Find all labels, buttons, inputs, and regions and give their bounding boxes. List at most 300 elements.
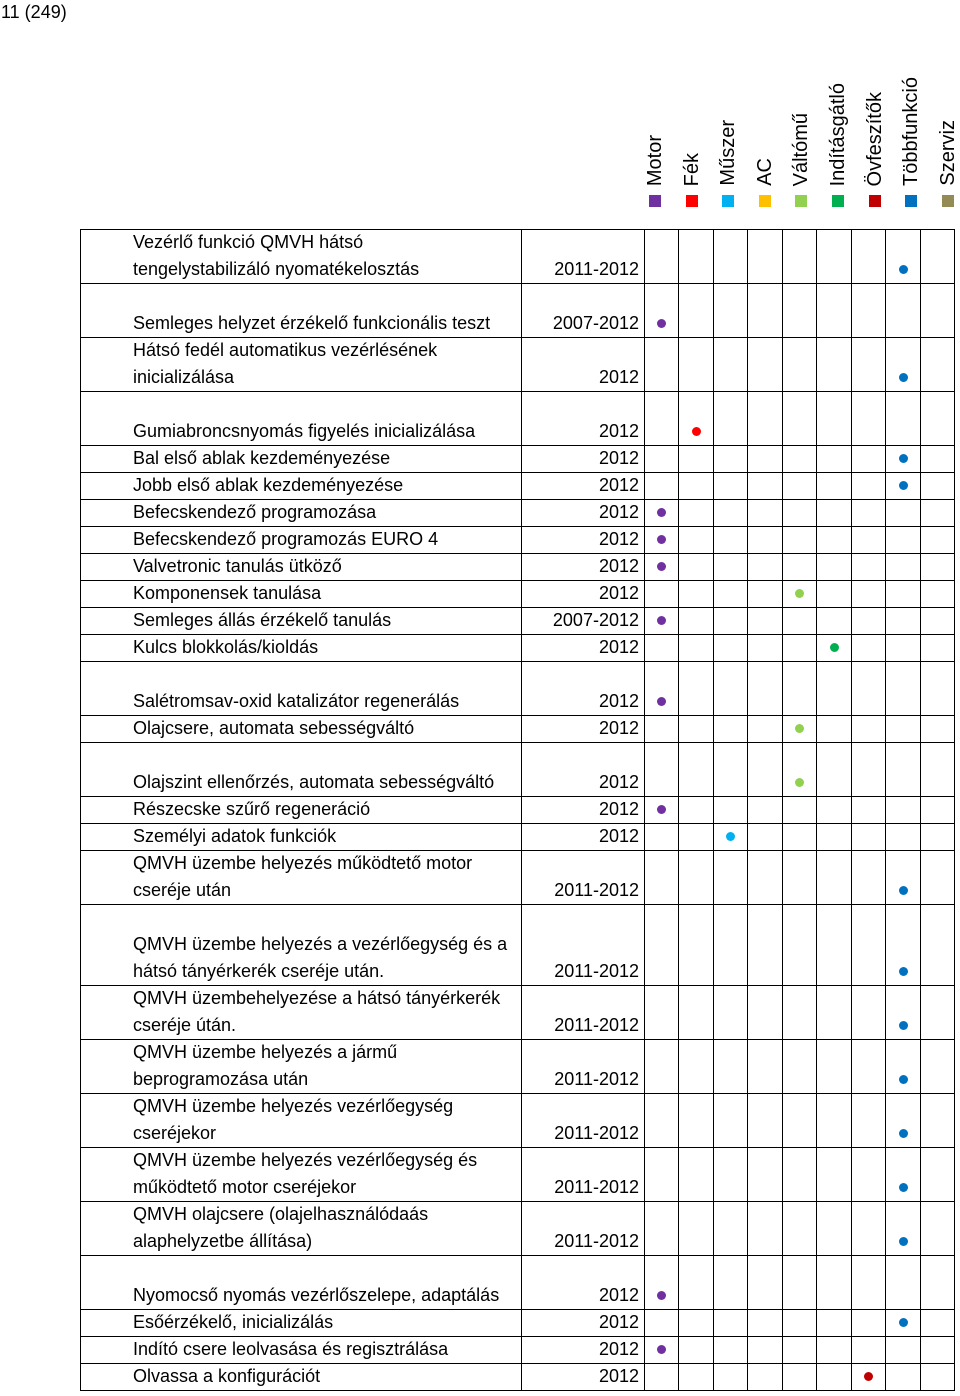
category-cell-tobbfunkcio	[886, 797, 921, 824]
row-description	[81, 1256, 522, 1310]
category-cell-ac	[748, 986, 783, 1040]
category-cell-inditasgatlo	[817, 230, 852, 284]
category-cell-motor	[645, 284, 679, 338]
category-label: Váltómű	[790, 112, 813, 186]
category-cell-szerviz	[921, 1094, 955, 1148]
category-cell-ac	[748, 1364, 783, 1391]
category-cell-ovfeszitok	[852, 1202, 886, 1256]
category-cell-szerviz	[921, 905, 955, 986]
category-cell-valtomu	[783, 797, 817, 824]
category-header-szerviz	[936, 60, 960, 208]
category-cell-fek	[679, 797, 714, 824]
year-text: 2012	[598, 1285, 639, 1305]
year-text: 2007-2012	[552, 610, 639, 630]
category-cell-szerviz	[921, 338, 955, 392]
category-cell-ovfeszitok	[852, 635, 886, 662]
year-text: 2012	[598, 1366, 639, 1386]
category-cell-inditasgatlo	[817, 851, 852, 905]
category-cell-tobbfunkcio	[886, 986, 921, 1040]
description-line: cseréjekor	[133, 1123, 217, 1143]
category-cell-valtomu	[783, 473, 817, 500]
category-label-box	[680, 60, 704, 186]
category-cell-valtomu	[783, 1256, 817, 1310]
year-text: 2011-2012	[554, 259, 639, 279]
description-line: Kulcs blokkolás/kioldás	[133, 637, 319, 657]
row-year	[522, 1310, 645, 1337]
category-cell-motor	[645, 473, 679, 500]
category-cell-inditasgatlo	[817, 743, 852, 797]
category-dot-fek	[692, 427, 701, 436]
category-cell-muszer	[714, 1148, 748, 1202]
category-label: Fék	[680, 152, 703, 186]
category-cell-valtomu	[783, 1148, 817, 1202]
row-description	[81, 338, 522, 392]
category-label: Övfeszítők	[863, 91, 886, 186]
year-text: 2012	[598, 826, 639, 846]
category-cell-fek	[679, 473, 714, 500]
category-color-swatch	[759, 195, 771, 207]
category-cell-ovfeszitok	[852, 1337, 886, 1364]
row-description	[81, 554, 522, 581]
year-text: 2012	[598, 1339, 639, 1359]
category-cell-muszer	[714, 716, 748, 743]
category-label-box	[716, 60, 740, 186]
year-text: 2011-2012	[554, 1123, 639, 1143]
category-cell-szerviz	[921, 797, 955, 824]
category-cell-valtomu	[783, 500, 817, 527]
year-text: 2012	[598, 475, 639, 495]
category-cell-fek	[679, 284, 714, 338]
row-description	[81, 581, 522, 608]
category-cell-motor	[645, 500, 679, 527]
category-dot-ovfeszitok	[864, 1372, 873, 1381]
category-cell-fek	[679, 905, 714, 986]
row-year	[522, 500, 645, 527]
category-cell-ac	[748, 1094, 783, 1148]
category-cell-muszer	[714, 500, 748, 527]
category-dot-motor	[657, 1345, 666, 1354]
category-cell-tobbfunkcio	[886, 500, 921, 527]
description-line: Nyomocső nyomás vezérlőszelepe, adaptálás	[133, 1285, 500, 1305]
category-cell-inditasgatlo	[817, 1040, 852, 1094]
category-cell-ovfeszitok	[852, 338, 886, 392]
category-cell-inditasgatlo	[817, 905, 852, 986]
category-cell-ovfeszitok	[852, 743, 886, 797]
description-line: Indító csere leolvasása és regisztrálása	[133, 1339, 449, 1359]
category-cell-valtomu	[783, 527, 817, 554]
category-cell-motor	[645, 1310, 679, 1337]
category-dot-tobbfunkcio	[899, 373, 908, 382]
year-text: 2012	[598, 772, 639, 792]
category-label: Többfunkció	[900, 77, 923, 186]
category-cell-szerviz	[921, 1310, 955, 1337]
category-cell-fek	[679, 851, 714, 905]
description-line: QMVH üzembehelyezése a hátsó tányérkerék	[133, 988, 501, 1008]
category-cell-valtomu	[783, 1202, 817, 1256]
category-cell-motor	[645, 824, 679, 851]
category-cell-fek	[679, 1310, 714, 1337]
category-color-swatch	[905, 195, 917, 207]
row-description	[81, 716, 522, 743]
category-cell-szerviz	[921, 608, 955, 635]
description-line: Valvetronic tanulás ütköző	[133, 556, 342, 576]
category-cell-muszer	[714, 743, 748, 797]
year-text: 2012	[598, 691, 639, 711]
year-text: 2012	[598, 421, 639, 441]
description-line: hátsó tányérkerék cseréje után.	[133, 961, 385, 981]
year-text: 2012	[598, 556, 639, 576]
category-cell-fek	[679, 824, 714, 851]
category-cell-ovfeszitok	[852, 581, 886, 608]
row-description	[81, 824, 522, 851]
category-cell-fek	[679, 581, 714, 608]
category-cell-tobbfunkcio	[886, 851, 921, 905]
row-year	[522, 338, 645, 392]
category-cell-inditasgatlo	[817, 824, 852, 851]
row-year	[522, 446, 645, 473]
category-cell-tobbfunkcio	[886, 1148, 921, 1202]
row-year	[522, 473, 645, 500]
category-cell-ac	[748, 500, 783, 527]
category-cell-motor	[645, 797, 679, 824]
category-cell-ac	[748, 1256, 783, 1310]
year-text: 2011-2012	[554, 1231, 639, 1251]
category-cell-motor	[645, 230, 679, 284]
category-cell-szerviz	[921, 500, 955, 527]
category-label-box	[753, 60, 777, 186]
category-cell-valtomu	[783, 1364, 817, 1391]
category-cell-tobbfunkcio	[886, 1256, 921, 1310]
category-cell-valtomu	[783, 446, 817, 473]
category-dot-tobbfunkcio	[899, 454, 908, 463]
year-text: 2011-2012	[554, 1015, 639, 1035]
category-cell-fek	[679, 1148, 714, 1202]
row-description	[81, 1337, 522, 1364]
category-cell-ovfeszitok	[852, 662, 886, 716]
category-cell-inditasgatlo	[817, 527, 852, 554]
year-text: 2011-2012	[554, 1069, 639, 1089]
category-cell-motor	[645, 1094, 679, 1148]
year-text: 2011-2012	[554, 880, 639, 900]
row-year	[522, 743, 645, 797]
row-description	[81, 986, 522, 1040]
category-cell-muszer	[714, 824, 748, 851]
category-cell-fek	[679, 716, 714, 743]
description-line: Jobb első ablak kezdeményezése	[133, 475, 404, 495]
category-dot-motor	[657, 535, 666, 544]
category-cell-inditasgatlo	[817, 500, 852, 527]
category-cell-valtomu	[783, 230, 817, 284]
category-cell-ac	[748, 824, 783, 851]
category-dot-tobbfunkcio	[899, 1129, 908, 1138]
row-description	[81, 851, 522, 905]
category-cell-valtomu	[783, 284, 817, 338]
category-dot-valtomu	[795, 724, 804, 733]
category-cell-muszer	[714, 1310, 748, 1337]
category-label: Indításgátló	[827, 82, 849, 186]
description-line: QMVH üzembe helyezés vezérlőegység és	[133, 1150, 478, 1170]
category-cell-muszer	[714, 797, 748, 824]
category-cell-valtomu	[783, 554, 817, 581]
row-year	[522, 986, 645, 1040]
category-cell-inditasgatlo	[817, 392, 852, 446]
category-cell-szerviz	[921, 662, 955, 716]
category-cell-motor	[645, 1148, 679, 1202]
year-text: 2012	[598, 583, 639, 603]
category-cell-ac	[748, 581, 783, 608]
row-year	[522, 581, 645, 608]
description-line: cseréje útán.	[133, 1015, 237, 1035]
category-cell-tobbfunkcio	[886, 1094, 921, 1148]
category-label-box	[643, 60, 667, 186]
category-cell-tobbfunkcio	[886, 392, 921, 446]
category-cell-motor	[645, 338, 679, 392]
category-cell-inditasgatlo	[817, 986, 852, 1040]
description-line: Salétromsav-oxid katalizátor regenerálás	[133, 691, 460, 711]
category-cell-szerviz	[921, 446, 955, 473]
row-year	[522, 1202, 645, 1256]
category-cell-fek	[679, 743, 714, 797]
row-description	[81, 635, 522, 662]
category-header-fek	[680, 60, 704, 208]
category-cell-valtomu	[783, 851, 817, 905]
category-cell-inditasgatlo	[817, 716, 852, 743]
category-dot-tobbfunkcio	[899, 481, 908, 490]
row-description	[81, 527, 522, 554]
category-cell-fek	[679, 1256, 714, 1310]
page-number: 11 (249)	[1, 2, 67, 22]
row-year	[522, 527, 645, 554]
category-cell-motor	[645, 527, 679, 554]
description-line: cseréje után	[133, 880, 232, 900]
row-description	[81, 1040, 522, 1094]
row-description	[81, 392, 522, 446]
description-line: Részecske szűrő regeneráció	[133, 799, 371, 819]
description-line: Semleges állás érzékelő tanulás	[133, 610, 392, 630]
year-text: 2011-2012	[554, 1177, 639, 1197]
category-cell-tobbfunkcio	[886, 1040, 921, 1094]
category-cell-muszer	[714, 1040, 748, 1094]
category-cell-szerviz	[921, 1040, 955, 1094]
category-cell-valtomu	[783, 1040, 817, 1094]
category-dot-tobbfunkcio	[899, 265, 908, 274]
category-cell-motor	[645, 608, 679, 635]
category-cell-szerviz	[921, 1364, 955, 1391]
category-cell-fek	[679, 1040, 714, 1094]
description-line: Személyi adatok funkciók	[133, 826, 337, 846]
year-text: 2011-2012	[554, 961, 639, 981]
description-line: Hátsó fedél automatikus vezérlésének	[133, 340, 438, 360]
category-cell-motor	[645, 581, 679, 608]
year-text: 2012	[598, 1312, 639, 1332]
category-cell-ovfeszitok	[852, 284, 886, 338]
category-cell-inditasgatlo	[817, 1094, 852, 1148]
row-year	[522, 230, 645, 284]
row-description	[81, 1148, 522, 1202]
category-cell-ac	[748, 662, 783, 716]
category-dot-motor	[657, 805, 666, 814]
category-cell-muszer	[714, 392, 748, 446]
category-cell-fek	[679, 392, 714, 446]
category-dot-tobbfunkcio	[899, 886, 908, 895]
row-year	[522, 1148, 645, 1202]
category-cell-inditasgatlo	[817, 581, 852, 608]
category-cell-fek	[679, 554, 714, 581]
category-cell-fek	[679, 527, 714, 554]
year-text: 2012	[598, 799, 639, 819]
category-cell-motor	[645, 635, 679, 662]
category-cell-ovfeszitok	[852, 716, 886, 743]
category-cell-szerviz	[921, 581, 955, 608]
category-cell-ovfeszitok	[852, 1094, 886, 1148]
category-cell-valtomu	[783, 986, 817, 1040]
category-cell-ac	[748, 1040, 783, 1094]
category-cell-fek	[679, 338, 714, 392]
description-line: Vezérlő funkció QMVH hátsó	[133, 232, 364, 252]
category-dot-tobbfunkcio	[899, 1183, 908, 1192]
category-cell-tobbfunkcio	[886, 554, 921, 581]
category-cell-tobbfunkcio	[886, 905, 921, 986]
category-cell-tobbfunkcio	[886, 473, 921, 500]
description-line: Gumiabroncsnyomás figyelés inicializálása	[133, 421, 476, 441]
row-description	[81, 905, 522, 986]
category-cell-ovfeszitok	[852, 500, 886, 527]
category-cell-motor	[645, 905, 679, 986]
description-line: beprogramozása után	[133, 1069, 309, 1089]
category-cell-szerviz	[921, 743, 955, 797]
category-cell-muszer	[714, 1364, 748, 1391]
category-cell-muszer	[714, 1256, 748, 1310]
row-year	[522, 1364, 645, 1391]
category-cell-muszer	[714, 473, 748, 500]
row-year	[522, 824, 645, 851]
category-cell-tobbfunkcio	[886, 1202, 921, 1256]
category-cell-fek	[679, 1202, 714, 1256]
category-cell-fek	[679, 662, 714, 716]
description-line: Befecskendező programozás EURO 4	[133, 529, 439, 549]
category-cell-inditasgatlo	[817, 284, 852, 338]
category-dot-valtomu	[795, 778, 804, 787]
year-text: 2007-2012	[552, 313, 639, 333]
description-line: QMVH üzembe helyezés vezérlőegység	[133, 1096, 454, 1116]
row-description	[81, 1202, 522, 1256]
category-dot-motor	[657, 1291, 666, 1300]
category-cell-inditasgatlo	[817, 1202, 852, 1256]
category-cell-tobbfunkcio	[886, 446, 921, 473]
category-color-swatch	[869, 195, 881, 207]
category-header-tobbfunkcio	[899, 60, 923, 208]
row-year	[522, 1094, 645, 1148]
category-cell-ac	[748, 905, 783, 986]
category-cell-ac	[748, 635, 783, 662]
category-cell-szerviz	[921, 851, 955, 905]
category-cell-ovfeszitok	[852, 1040, 886, 1094]
description-line: alaphelyzetbe állítása)	[133, 1231, 313, 1251]
category-cell-szerviz	[921, 554, 955, 581]
category-label: Műszer	[717, 120, 740, 186]
description-line: QMVH üzembe helyezés a jármű	[133, 1042, 398, 1062]
category-cell-szerviz	[921, 230, 955, 284]
row-description	[81, 1310, 522, 1337]
category-cell-tobbfunkcio	[886, 338, 921, 392]
category-cell-muszer	[714, 662, 748, 716]
category-cell-tobbfunkcio	[886, 635, 921, 662]
category-cell-ac	[748, 716, 783, 743]
category-cell-valtomu	[783, 824, 817, 851]
category-cell-fek	[679, 1094, 714, 1148]
category-cell-ovfeszitok	[852, 527, 886, 554]
category-cell-fek	[679, 1364, 714, 1391]
category-color-swatch	[832, 195, 844, 207]
category-dot-tobbfunkcio	[899, 1075, 908, 1084]
category-cell-muszer	[714, 338, 748, 392]
category-cell-ac	[748, 392, 783, 446]
category-cell-inditasgatlo	[817, 1337, 852, 1364]
category-cell-valtomu	[783, 635, 817, 662]
category-cell-ac	[748, 1202, 783, 1256]
category-cell-ac	[748, 1148, 783, 1202]
category-cell-tobbfunkcio	[886, 1364, 921, 1391]
description-line: Bal első ablak kezdeményezése	[133, 448, 391, 468]
category-cell-ac	[748, 473, 783, 500]
category-cell-muszer	[714, 986, 748, 1040]
row-year	[522, 797, 645, 824]
category-cell-szerviz	[921, 473, 955, 500]
category-cell-motor	[645, 1040, 679, 1094]
category-cell-fek	[679, 635, 714, 662]
category-cell-ovfeszitok	[852, 473, 886, 500]
row-description	[81, 500, 522, 527]
row-description	[81, 284, 522, 338]
category-cell-inditasgatlo	[817, 608, 852, 635]
category-cell-inditasgatlo	[817, 338, 852, 392]
category-cell-motor	[645, 851, 679, 905]
row-description	[81, 608, 522, 635]
category-cell-ovfeszitok	[852, 230, 886, 284]
category-cell-inditasgatlo	[817, 1364, 852, 1391]
category-cell-ovfeszitok	[852, 797, 886, 824]
category-cell-motor	[645, 716, 679, 743]
category-label-box	[789, 60, 813, 186]
category-cell-ovfeszitok	[852, 392, 886, 446]
category-cell-motor	[645, 1256, 679, 1310]
description-line: QMVH olajcsere (olajelhasználódaás	[133, 1204, 429, 1224]
category-cell-szerviz	[921, 284, 955, 338]
category-cell-muszer	[714, 446, 748, 473]
category-cell-ovfeszitok	[852, 1256, 886, 1310]
row-year	[522, 1040, 645, 1094]
row-year	[522, 851, 645, 905]
row-description	[81, 446, 522, 473]
description-line: QMVH üzembe helyezés a vezérlőegység és a	[133, 934, 508, 954]
description-line: Olajcsere, automata sebességváltó	[133, 718, 415, 738]
category-dot-muszer	[726, 832, 735, 841]
row-description	[81, 473, 522, 500]
category-cell-szerviz	[921, 1256, 955, 1310]
category-cell-fek	[679, 500, 714, 527]
category-dot-motor	[657, 319, 666, 328]
category-cell-fek	[679, 1337, 714, 1364]
description-line: QMVH üzembe helyezés működtető motor	[133, 853, 473, 873]
category-cell-inditasgatlo	[817, 1310, 852, 1337]
category-cell-muszer	[714, 581, 748, 608]
category-cell-motor	[645, 392, 679, 446]
category-label-box	[863, 60, 887, 186]
category-cell-ovfeszitok	[852, 1310, 886, 1337]
category-dot-tobbfunkcio	[899, 1237, 908, 1246]
year-text: 2012	[598, 529, 639, 549]
description-line: Olvassa a konfigurációt	[133, 1366, 321, 1386]
